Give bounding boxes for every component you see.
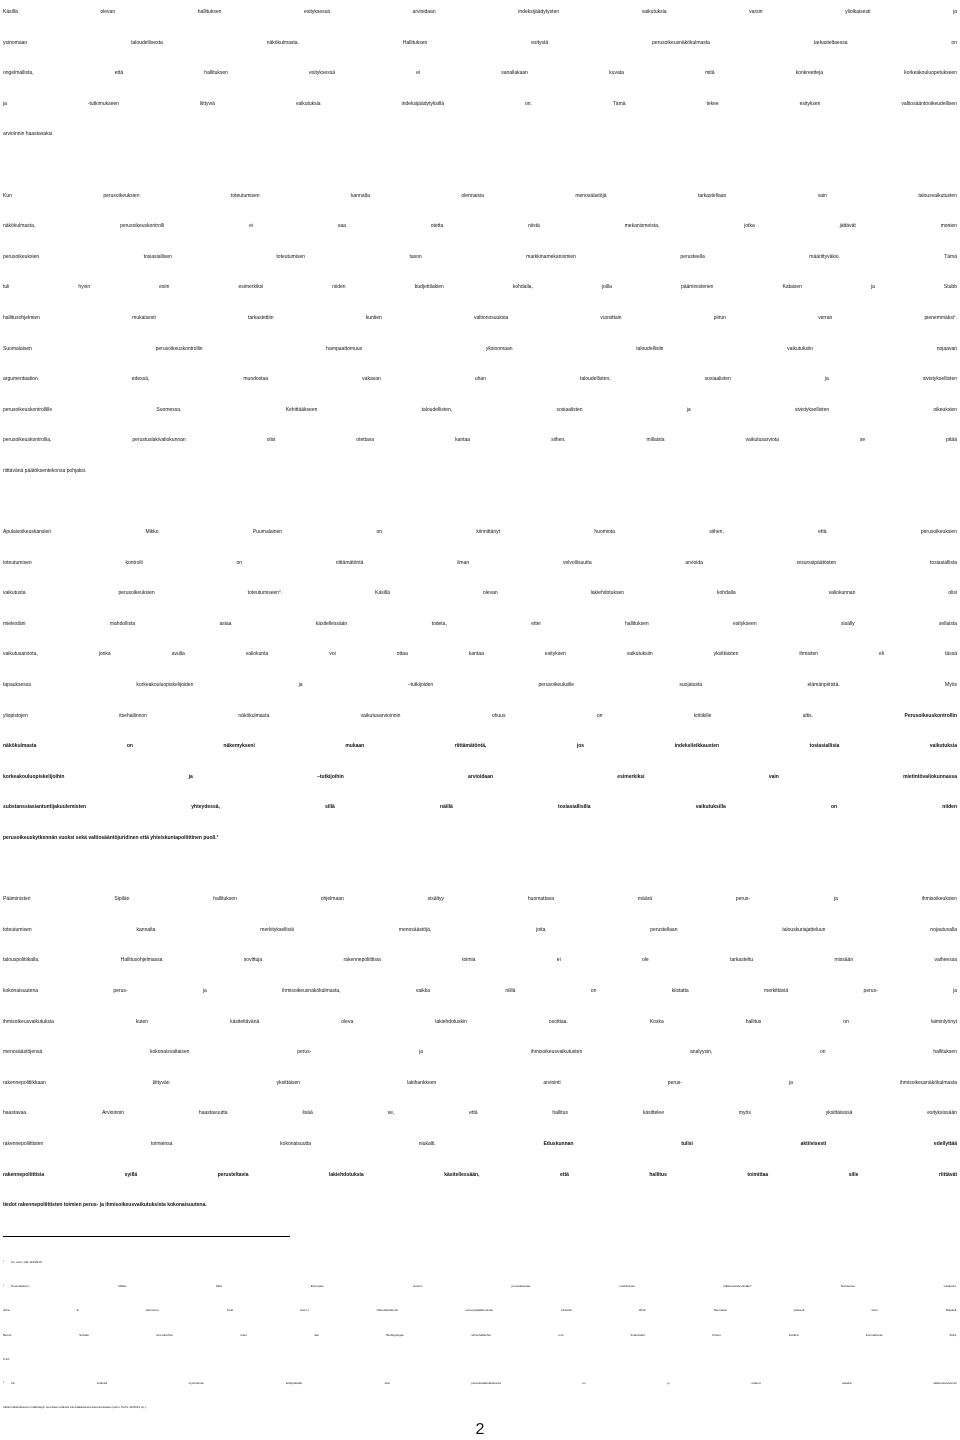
text-run: Apulaisoikeuskansleri Mikko Puumalainen on kiinnittänyt huomiota siihen, että perusoikeuksien [3,529,957,536]
text-run: ja -tutkimukseen liittyviä vaikutuksia indeksijäädytyksillä on. Tämä tekee esityksen valtiosääntöoikeudellisen [3,100,957,107]
text-line [3,1007,957,1038]
text-run: Kun perusoikeuksien toteutumisen kannalta olennaisia menosäästöjä tarkastellaan vain talousvaikutusten [3,192,957,199]
footnote-text: 5-10. [3,1356,10,1361]
text-run: menosäästöjensä kokonaisvaltaisen perus- ja ihmisoikeusvaikutusten analyysin, on hallituksen [3,1049,957,1056]
footnote-text: Puumalainen, Mikko: Mitä Euroopan unionin perusoikeudet merkitsevät laillisuusvalvonnalle? Teoksessa Lavapuro, [11,1284,957,1289]
text-line [3,701,957,732]
bold-text: perusoikeuskytkennän vuoksi sekä valtiosääntöjuridinen että yhteiskuntapoliittinen puoli. [3,835,217,842]
text-run: vaikutusarviota, jonka avulla valiokunta voi ottaa kantaa esityksen vaikutuksiin yksittäisten ihmisten eli tässä [3,651,957,658]
text-line [3,1129,957,1160]
text-line [3,303,957,334]
text-run: rakennepoliittisten toimiensa kokonaisuutta niukalti. [3,1140,544,1147]
text-line [3,242,957,273]
paragraph [3,884,957,1221]
footnote-text: vähimmäiskriteerien määrittelyn suuntaan eräissä viimeaikaisissa lausunnoissaan (esim. PeVL 32/2014 vp.). [3,1405,147,1410]
text-line [3,272,957,303]
text-run: tuli hyvin esiin esimerkiksi niiden budjettilakien kohdalla, joilla pääministerien Kataisen ja Stubb [3,284,957,291]
bold-text: substanssiasiantuntijakuulemisten yhteydessä, sillä näillä tosiasiallisilla vaikutuksilla on niiden [3,804,957,811]
footnote-marker: 1 [3,1260,5,1263]
bold-text: Eduskunnan tulisi aktiivisesti edellyttää [543,1140,957,1147]
footnote-separator [3,1236,290,1237]
footnote-text: Juha & Heinonen, Tuuli (toim.): Oikeuskulttuurin eurooppalaistuminen. Helsinki 2012. Teemasta yleisesti esim. Maydell, [3,1308,957,1313]
text-line [3,58,957,89]
paragraph [3,517,957,854]
text-line [3,578,957,609]
text-run: ihmisoikeusvaikutuksia kuten käsiteltävänä oleva lakiehdotuskin osoittaa. Koska hallitus on laiminlyönyt [3,1018,957,1025]
text-run: näkökulmasta, perusoikeuskontrolli ei saa otetta niistä mekanismeista, jotka jättävät monien [3,223,957,230]
footnote-reference: 3 [216,834,219,839]
footnote-reference: 1 [953,314,956,319]
text-line [3,609,957,640]
text-run: ysinomaan taloudellisesta näkökulmasta. Hallituksen esitystä perusoikeusnäkökulmasta tarkasteltaessa on [3,39,957,46]
footnote-text: Ks. esim. HE 113/2013. [11,1260,43,1264]
text-line [3,731,957,762]
bold-text: tiedot rakennepoliittisten toimien perus- ja ihmisoikeusvaikutuksista kokonaisuutena. [3,1202,207,1209]
footnote-marker: 2 [3,1285,5,1288]
footnote-line [3,1395,957,1419]
text-line [3,945,957,976]
footnote-reference: 2 [279,589,281,594]
text-run: riittävänä päätöksentekonsa pohjaksi. [3,467,87,474]
footnote-line [3,1323,957,1347]
footnote [3,1371,957,1419]
text-run: talouspolitiikalla. Hallitusohjelmassa sovittuja rakennepoliittisia toimia ei ole tarkasteltu missään vaiheessa [3,957,957,964]
text-line [3,1160,957,1191]
text-run: . Käsillä olevan lakiehdotuksen kohdalla valiokunnan olisi [280,590,957,597]
text-line [3,823,957,854]
text-line [3,517,957,548]
text-run: Pääministeri Sipilän hallituksen ohjelmaan sisältyy huomattava määrä perus- ja ihmisoikeuksien [3,896,957,903]
footnote-line [3,1250,957,1274]
text-line [3,456,957,487]
text-line [3,976,957,1007]
document-body [3,0,957,1251]
text-run: toteutumisen kannalta merkityksellisiä menosäästöjä, joita perustellaan talouskuriajatteluun nojautuvalla [3,926,957,933]
bold-text: Perusoikeuskontrollin [904,712,957,719]
text-run: perusoikeuskontrollia, perustuslakivaliokunnan olisi otettava kantaa siihen, millaista vaikutusarviota se pitää [3,437,957,444]
text-line [3,548,957,579]
text-run: tapauksessa korkeakouluopiskelijoiden ja –tutkijoiden perusoikeuksille suojatusta elämänpiiristä. Myös [3,682,957,689]
text-line [3,915,957,946]
footnote-marker: 3 [3,1381,5,1384]
paragraph [3,181,957,487]
text-line [3,425,957,456]
text-run: mielestäni mahdollista asiaa käsitellessään todeta, ettei hallituksen esitykseen sisälly sellaista [3,620,957,627]
text-run: perusoikeuksien tosiasiallisen toteutumisen tason markkinamekanismien perusteella määrittyväksi. Tämä [3,253,957,260]
footnote-line [3,1371,957,1395]
text-line [3,884,957,915]
paragraph [3,0,957,150]
text-line [3,89,957,120]
footnote-text: On sinänsä myönteinen kehityskulku, että perustuslakivaliokunta on jo ottanut askelia vaikutusarvioinnin [11,1380,957,1385]
text-run: hallitusohjelmien mukaisesti tarkastettiin kuntien valtionosuuksia vuosittain piirun verran pienemmäksi [3,314,954,321]
text-run: argumentaation edessä, muodostaa vakavan uhan taloudellisten, sosiaalisten ja sivistyksellisten [3,376,957,383]
text-line [3,364,957,395]
text-line [3,181,957,212]
text-run: haastavaa. Arvioinnin haastavuutta lisää se, että hallitus käsittelee myös yksittäisissä esityksissään [3,1110,957,1117]
bold-text: näkökulmasta on näkemykseni mukaan riittämätöntä, jos indeksileikkausten tosiasiallisia vaikutuksia [3,743,957,750]
bold-text: korkeakouluopiskelijoihin ja –tutkijoihin arvioidaan esimerkiksi vain mietintövaliokunnassa [3,773,957,780]
text-line [3,1037,957,1068]
text-line [3,334,957,365]
bold-text: rakennepoliittisia syillä perusteltavia lakiehdotuksia käsitellessään, että hallitus toimittaa sille riittävät [3,1171,957,1178]
text-run: rakennepolitiikkaan liittyvän yksittäisen lakihankkeen arviointi perus- ja ihmisoikeusnäkökulmasta [3,1079,957,1086]
footnote [3,1274,957,1371]
text-line [3,211,957,242]
page-number: 2 [475,1421,485,1438]
text-line [3,639,957,670]
footnote-text: Bernd: Soziale Grundrechte unter den Bedingungen wirtschaftlicher und finanzieller Krisen. Iuridica International 2012, [3,1332,957,1337]
text-run: vaikutusta perusoikeuksien toteutumiseen [3,590,280,597]
footnote-line [3,1347,957,1371]
text-line [3,762,957,793]
text-line [3,119,957,150]
footnote-line [3,1274,957,1298]
text-line [3,1190,957,1221]
text-line [3,28,957,59]
text-run: ongelmallista, että hallituksen esityksessä ei sanallakaan kuvata mitä konkreetteja korkeakouluopetukseen [3,70,957,77]
text-run: yliopistojen itsehallinnon näkökulmasta vaikutusarvioinnin ohuus on kritiikille altis. [3,712,905,719]
text-line [3,792,957,823]
text-line [3,0,957,28]
footnote-line [3,1298,957,1322]
footnotes [3,1250,957,1419]
text-run: Suomalaisen perusoikeuskontrollin hampaattomuus yksinomaan taloudellisiin vaikutuksiin nojaavan [3,345,957,352]
footnote [3,1250,957,1274]
text-line [3,395,957,426]
text-run: . [955,314,957,321]
text-line [3,1068,957,1099]
text-run: toteutumisen kontrolli on riittämätöntä ilman velvollisuutta arvioida resurssipäätösten tosiasiallista [3,559,957,566]
text-run: perusoikeuskontrollille Suomessa. Kehittääkseen taloudellisten, sosiaalisten ja sivistyksellisten oikeuksien [3,406,957,413]
text-run: Käsillä olevan hallituksen esityksessä arvioidaan indeksijäädytysten vaikutuksia varsin yliolkaisesti ja [3,9,957,15]
text-line [3,1098,957,1129]
text-run: kokonaisuutena perus- ja ihmisoikeusnäkökulmasta, vaikka niillä on kiistatta merkittäviä perus- ja [3,988,957,994]
text-run: arvioinnin haastavaksi. [3,131,54,138]
text-line [3,670,957,701]
